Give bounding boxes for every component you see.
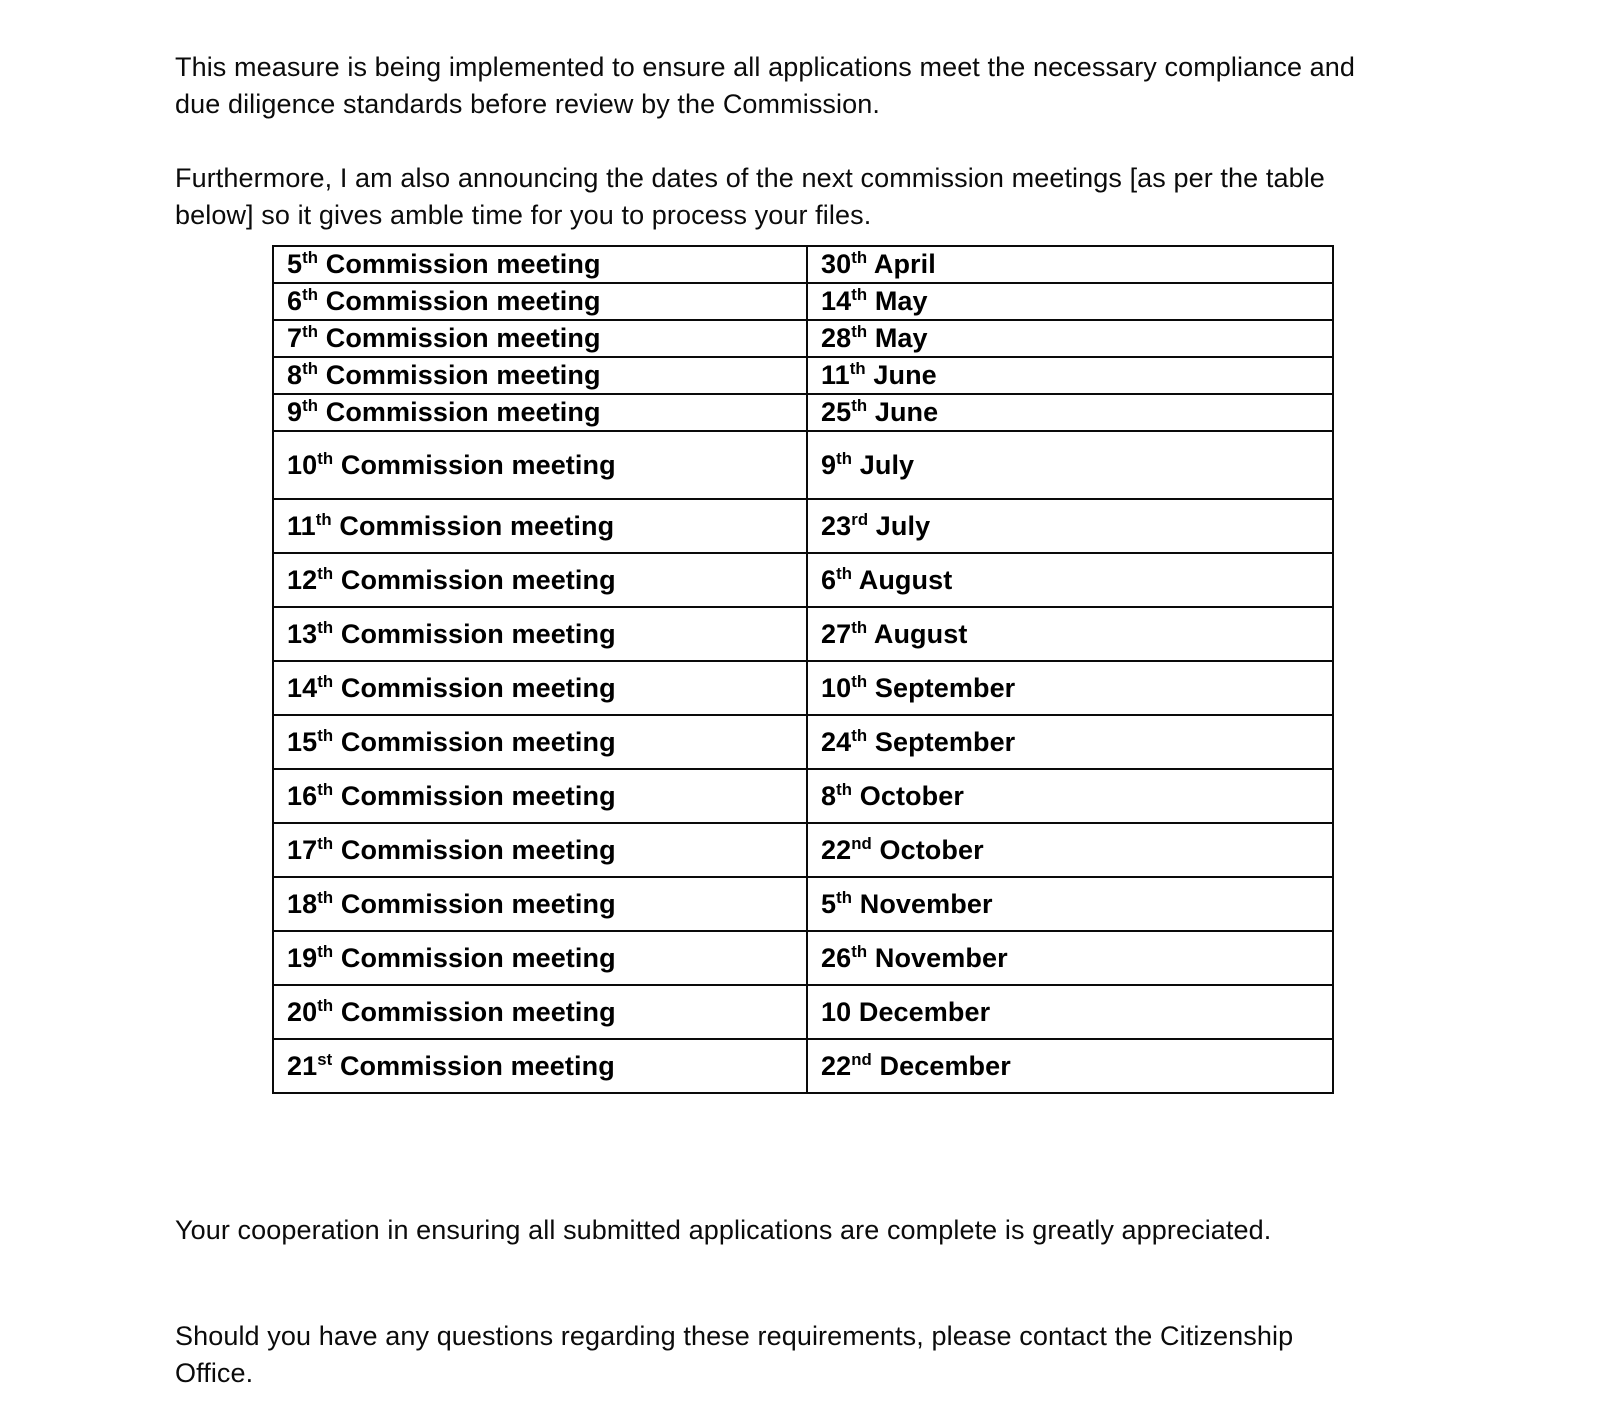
meeting-name-cell bbox=[273, 1039, 807, 1093]
meeting-date-ordinal: nd bbox=[851, 1049, 872, 1069]
meeting-date-ordinal: th bbox=[849, 359, 866, 379]
paragraph-dates-notice: Furthermore, I am also announcing the dates of the next commission meetings [as per the table below] so it gives amble time for you to process your files. bbox=[175, 163, 1325, 230]
table-row bbox=[273, 246, 1333, 283]
meeting-date-day: 10 bbox=[821, 672, 852, 703]
meeting-number-ordinal: th bbox=[317, 563, 334, 583]
meeting-number: 20 bbox=[287, 996, 318, 1027]
meeting-number: 13 bbox=[287, 618, 318, 649]
meeting-name-cell bbox=[273, 661, 807, 715]
meeting-date-day: 30 bbox=[821, 249, 852, 280]
meeting-date-month: November bbox=[874, 942, 1008, 973]
meeting-number-ordinal: th bbox=[317, 887, 334, 907]
meeting-date-month: September bbox=[874, 672, 1016, 703]
meeting-date-ordinal: th bbox=[851, 396, 868, 416]
meeting-label: Commission meeting bbox=[340, 888, 616, 919]
meeting-label: Commission meeting bbox=[325, 286, 601, 317]
meeting-number-ordinal: th bbox=[317, 779, 334, 799]
meeting-number: 17 bbox=[287, 834, 318, 865]
meeting-date-ordinal: th bbox=[836, 563, 853, 583]
meeting-label: Commission meeting bbox=[340, 780, 616, 811]
meeting-date-cell bbox=[807, 607, 1333, 661]
meeting-date-day: 24 bbox=[821, 726, 852, 757]
meeting-date-ordinal: rd bbox=[851, 509, 869, 529]
meeting-label: Commission meeting bbox=[339, 510, 615, 541]
meeting-number: 10 bbox=[287, 449, 318, 480]
meeting-name-cell bbox=[273, 607, 807, 661]
meeting-number-ordinal: th bbox=[315, 509, 332, 529]
meeting-date-ordinal: th bbox=[851, 941, 868, 961]
meeting-date-cell bbox=[807, 499, 1333, 553]
meeting-date-month: October bbox=[879, 834, 984, 865]
meeting-date-month: November bbox=[859, 888, 993, 919]
table-row bbox=[273, 607, 1333, 661]
meeting-label: Commission meeting bbox=[340, 672, 616, 703]
table-row bbox=[273, 877, 1333, 931]
meeting-label: Commission meeting bbox=[340, 834, 616, 865]
paragraph-thanks: Your cooperation in ensuring all submitted applications are complete is greatly appreciated. bbox=[175, 1215, 1272, 1245]
meeting-date-ordinal: th bbox=[851, 725, 868, 745]
meeting-date-cell bbox=[807, 661, 1333, 715]
table-row bbox=[273, 431, 1333, 499]
meeting-number: 12 bbox=[287, 564, 318, 595]
meeting-label: Commission meeting bbox=[325, 323, 601, 354]
meeting-date-month: October bbox=[859, 780, 964, 811]
meeting-name-cell bbox=[273, 823, 807, 877]
meeting-date-ordinal: nd bbox=[851, 833, 872, 853]
meeting-number: 6 bbox=[287, 286, 303, 317]
meeting-date-day: 28 bbox=[821, 323, 852, 354]
meeting-date-month: July bbox=[875, 510, 931, 541]
table-row bbox=[273, 499, 1333, 553]
meeting-date-day: 27 bbox=[821, 618, 852, 649]
meeting-number-ordinal: th bbox=[302, 322, 319, 342]
meeting-number-ordinal: th bbox=[317, 671, 334, 691]
meeting-number-ordinal: st bbox=[317, 1049, 333, 1069]
meeting-date-month: May bbox=[874, 286, 928, 317]
meeting-date-ordinal: th bbox=[836, 448, 853, 468]
table-row bbox=[273, 769, 1333, 823]
meeting-label: Commission meeting bbox=[340, 449, 616, 480]
meeting-date-day: 6 bbox=[821, 564, 837, 595]
meeting-date-ordinal: th bbox=[851, 617, 868, 637]
table-row bbox=[273, 985, 1333, 1039]
meeting-date-month: July bbox=[859, 449, 915, 480]
meeting-number: 8 bbox=[287, 360, 303, 391]
meeting-label: Commission meeting bbox=[325, 249, 601, 280]
table-row bbox=[273, 283, 1333, 320]
meeting-date-ordinal: th bbox=[851, 322, 868, 342]
meeting-date-month: May bbox=[874, 323, 928, 354]
meeting-label: Commission meeting bbox=[340, 564, 616, 595]
table-row bbox=[273, 320, 1333, 357]
meeting-number: 16 bbox=[287, 780, 318, 811]
table-row bbox=[273, 394, 1333, 431]
meeting-date-month: December bbox=[858, 996, 991, 1027]
meeting-date-cell bbox=[807, 320, 1333, 357]
meeting-date-ordinal: th bbox=[851, 248, 868, 268]
meeting-number-ordinal: th bbox=[302, 248, 319, 268]
meeting-name-cell bbox=[273, 246, 807, 283]
meeting-date-cell bbox=[807, 715, 1333, 769]
meeting-date-cell bbox=[807, 283, 1333, 320]
meeting-number-ordinal: th bbox=[302, 396, 319, 416]
table-row bbox=[273, 1039, 1333, 1093]
meeting-date-month: August bbox=[873, 618, 968, 649]
meeting-number-ordinal: th bbox=[317, 941, 334, 961]
meeting-date-day: 23 bbox=[821, 510, 852, 541]
meeting-date-day: 14 bbox=[821, 286, 852, 317]
paragraph-intro: This measure is being implemented to ensure all applications meet the necessary compliance and due diligence standards before review by the Commission. bbox=[175, 52, 1356, 119]
meeting-date-month: December bbox=[879, 1050, 1011, 1081]
meeting-date-day: 10 bbox=[821, 996, 852, 1027]
meeting-name-cell bbox=[273, 320, 807, 357]
meeting-date-day: 5 bbox=[821, 888, 837, 919]
meeting-number: 21 bbox=[287, 1050, 318, 1081]
commission-meeting-table bbox=[272, 245, 1334, 1094]
meeting-date-month: April bbox=[873, 249, 936, 280]
meeting-number-ordinal: th bbox=[317, 617, 334, 637]
meeting-date-ordinal: th bbox=[836, 887, 853, 907]
meeting-number-ordinal: th bbox=[317, 725, 334, 745]
meeting-date-cell bbox=[807, 769, 1333, 823]
meeting-date-cell bbox=[807, 394, 1333, 431]
meeting-number: 5 bbox=[287, 249, 303, 280]
meeting-label: Commission meeting bbox=[340, 618, 616, 649]
table-row bbox=[273, 553, 1333, 607]
meeting-date-month: August bbox=[858, 564, 953, 595]
meeting-number-ordinal: th bbox=[317, 448, 334, 468]
meeting-number: 7 bbox=[287, 323, 303, 354]
table-row bbox=[273, 357, 1333, 394]
meeting-number: 14 bbox=[287, 672, 318, 703]
meeting-number-ordinal: th bbox=[302, 285, 319, 305]
meeting-name-cell bbox=[273, 394, 807, 431]
meeting-name-cell bbox=[273, 283, 807, 320]
meeting-date-cell bbox=[807, 431, 1333, 499]
meeting-number-ordinal: th bbox=[302, 359, 319, 379]
table-row bbox=[273, 931, 1333, 985]
meeting-date-cell bbox=[807, 877, 1333, 931]
meeting-label: Commission meeting bbox=[325, 397, 601, 428]
meeting-date-ordinal: th bbox=[851, 285, 868, 305]
meeting-date-day: 9 bbox=[821, 449, 837, 480]
meeting-date-ordinal: th bbox=[836, 779, 853, 799]
meeting-date-month: June bbox=[874, 397, 939, 428]
meeting-date-cell bbox=[807, 985, 1333, 1039]
meeting-name-cell bbox=[273, 769, 807, 823]
meeting-number-ordinal: th bbox=[317, 995, 334, 1015]
meeting-label: Commission meeting bbox=[340, 942, 616, 973]
commission-meeting-table-body bbox=[273, 246, 1333, 1093]
meeting-date-cell bbox=[807, 823, 1333, 877]
meeting-name-cell bbox=[273, 985, 807, 1039]
meeting-number: 11 bbox=[287, 510, 316, 541]
meeting-number: 19 bbox=[287, 942, 318, 973]
meeting-label: Commission meeting bbox=[339, 1050, 615, 1081]
meeting-date-day: 22 bbox=[821, 1050, 852, 1081]
meeting-date-month: June bbox=[873, 360, 937, 391]
table-row bbox=[273, 715, 1333, 769]
meeting-name-cell bbox=[273, 877, 807, 931]
meeting-name-cell bbox=[273, 553, 807, 607]
paragraph-contact: Should you have any questions regarding these requirements, please contact the Citizenship Office. bbox=[175, 1321, 1294, 1388]
meeting-date-month: September bbox=[874, 726, 1016, 757]
meeting-number: 15 bbox=[287, 726, 318, 757]
table-row bbox=[273, 661, 1333, 715]
meeting-date-day: 11 bbox=[821, 360, 850, 391]
meeting-number: 9 bbox=[287, 397, 303, 428]
meeting-name-cell bbox=[273, 357, 807, 394]
meeting-name-cell bbox=[273, 431, 807, 499]
meeting-date-cell bbox=[807, 931, 1333, 985]
meeting-date-day: 8 bbox=[821, 780, 837, 811]
meeting-date-ordinal: th bbox=[851, 671, 868, 691]
meeting-name-cell bbox=[273, 715, 807, 769]
meeting-name-cell bbox=[273, 499, 807, 553]
meeting-date-cell bbox=[807, 1039, 1333, 1093]
meeting-label: Commission meeting bbox=[340, 726, 616, 757]
meeting-date-day: 22 bbox=[821, 834, 852, 865]
meeting-label: Commission meeting bbox=[340, 996, 616, 1027]
meeting-name-cell bbox=[273, 931, 807, 985]
meeting-number: 18 bbox=[287, 888, 318, 919]
meeting-date-cell bbox=[807, 357, 1333, 394]
meeting-label: Commission meeting bbox=[325, 360, 601, 391]
meeting-date-day: 26 bbox=[821, 942, 852, 973]
meeting-date-day: 25 bbox=[821, 397, 852, 428]
table-row bbox=[273, 823, 1333, 877]
meeting-number-ordinal: th bbox=[317, 833, 334, 853]
meeting-date-cell bbox=[807, 246, 1333, 283]
meeting-date-cell bbox=[807, 553, 1333, 607]
